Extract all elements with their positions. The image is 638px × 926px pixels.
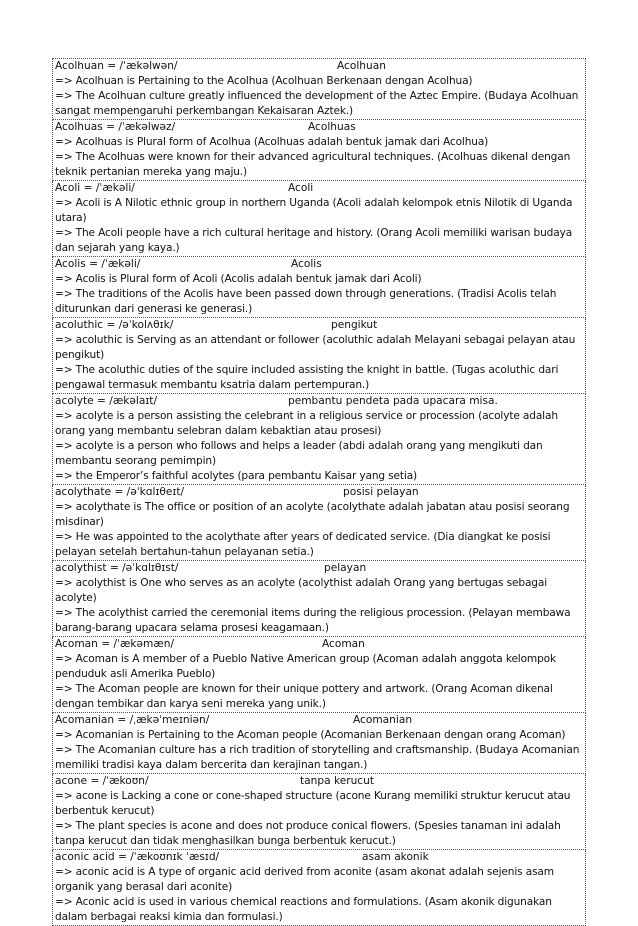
entry-translation: pembantu pendeta pada upacara misa. xyxy=(288,395,498,407)
entry-line: => acolyte is a person assisting the celebrant in a religious service or procession (acolyte adalah orang yang membantu selebran dalam kebaktian atau prosesi) xyxy=(55,410,558,437)
entry-header xyxy=(55,120,583,135)
entry-line: => The Acomanian culture has a rich tradition of storytelling and craftsmanship. (Budaya Acomanian memiliki tradisi kaya dalam bercerita dan kerajinan tangan.) xyxy=(55,744,580,771)
entry-line: => aconic acid is A type of organic acid derived from aconite (asam akonat adalah sejenis asam organik yang berasal dari aconite) xyxy=(55,866,554,893)
entry-line: => Aconic acid is used in various chemical reactions and formulations. (Asam akonik digunakan dalam berbagai reaksi kimia dan formulasi.) xyxy=(55,896,552,923)
entry-line: => the Emperor’s faithful acolytes (para pembantu Kaisar yang setia) xyxy=(55,470,418,482)
entry-translation: Acolhuan xyxy=(337,60,386,72)
dictionary-entry xyxy=(52,257,586,318)
entry-line: => Acolhuan is Pertaining to the Acolhua (Acolhuan Berkenaan dengan Acolhua) xyxy=(55,75,473,87)
entry-line: => acolyte is a person who follows and helps a leader (abdi adalah orang yang mengikuti dan membantu seorang pemimpin) xyxy=(55,440,543,467)
entry-translation: Acoli xyxy=(288,182,314,194)
entry-term: acolythate = /əˈkɑlɪθeɪt/ xyxy=(55,486,185,498)
dictionary-entry xyxy=(52,774,586,850)
entry-header xyxy=(55,485,583,500)
entry-translation: Acolhuas xyxy=(308,121,356,133)
entry-translation: tanpa kerucut xyxy=(300,775,374,787)
entry-header xyxy=(55,637,583,652)
entry-term: Acoli = /ˈækəli/ xyxy=(55,182,135,194)
entry-term: Acolhuan = /ˈækəlwən/ xyxy=(55,60,178,72)
entry-translation: Acoman xyxy=(322,638,365,650)
dictionary-entry xyxy=(52,561,586,637)
entry-term: aconic acid = /ˈækoʊnɪk ˈæsɪd/ xyxy=(55,851,220,863)
entry-line: => The plant species is acone and does not produce conical flowers. (Spesies tanaman ini adalah tanpa kerucut dan tidak menghasilkan bunga berbentuk kerucut.) xyxy=(55,820,561,847)
entry-header xyxy=(55,774,583,789)
entry-header xyxy=(55,561,583,576)
entry-translation: pelayan xyxy=(324,562,367,574)
entry-term: Acomanian = /ˌækəˈmeɪniən/ xyxy=(55,714,210,726)
entry-line: => acoluthic is Serving as an attendant or follower (acoluthic adalah Melayani sebagai pelayan atau pengikut) xyxy=(55,334,576,361)
entry-header xyxy=(55,59,583,74)
entry-term: acolyte = /ækəlaɪt/ xyxy=(55,395,158,407)
dictionary-entry xyxy=(52,120,586,181)
entry-line: => acolythate is The office or position of an acolyte (acolythate adalah jabatan atau posisi seorang misdinar) xyxy=(55,501,570,528)
dictionary-entry xyxy=(52,637,586,713)
entry-header xyxy=(55,850,583,865)
dictionary-entry xyxy=(52,485,586,561)
entry-line: => The Acolhuas were known for their advanced agricultural techniques. (Acolhuas dikenal dengan teknik pertanian mereka yang maju.) xyxy=(55,151,571,178)
entry-translation: pengikut xyxy=(331,319,378,331)
entry-term: acone = /ˈækoʊn/ xyxy=(55,775,149,787)
entry-translation: Acolis xyxy=(291,258,322,270)
entry-line: => The traditions of the Acolis have been passed down through generations. (Tradisi Acolis telah diturunkan dari generasi ke generasi.) xyxy=(55,288,557,315)
dictionary-entry xyxy=(52,713,586,774)
entry-translation: Acomanian xyxy=(353,714,413,726)
entry-header xyxy=(55,257,583,272)
entry-line: => Acomanian is Pertaining to the Acoman people (Acomanian Berkenaan dengan orang Acoman) xyxy=(55,729,566,741)
entry-header xyxy=(55,181,583,196)
entry-term: Acolhuas = /ˈækəlwəz/ xyxy=(55,121,176,133)
entry-line: => The Acolhuan culture greatly influenced the development of the Aztec Empire. (Budaya Acolhuan sangat mempengaruhi perkembangan Kekaisaran Aztek.) xyxy=(55,90,579,117)
entry-term: Acolis = /ˈækəli/ xyxy=(55,258,141,270)
dictionary-entry xyxy=(52,394,586,485)
entry-line: => The Acoli people have a rich cultural heritage and history. (Orang Acoli memiliki warisan budaya dan sejarah yang kaya.) xyxy=(55,227,573,254)
entry-line: => Acolis is Plural form of Acoli (Acolis adalah bentuk jamak dari Acoli) xyxy=(55,273,422,285)
entry-line: => acone is Lacking a cone or cone-shaped structure (acone Kurang memiliki struktur kerucut atau berbentuk kerucut) xyxy=(55,790,571,817)
entry-term: Acoman = /ˈækəmæn/ xyxy=(55,638,175,650)
entry-line: => Acolhuas is Plural form of Acolhua (Acolhuas adalah bentuk jamak dari Acolhua) xyxy=(55,136,489,148)
entry-header xyxy=(55,394,583,409)
entry-line: => The acoluthic duties of the squire included assisting the knight in battle. (Tugas acoluthic dari pengawal termasuk membantu ksatria dalam pertempuran.) xyxy=(55,364,559,391)
entry-line: => He was appointed to the acolythate after years of dedicated service. (Dia diangkat ke posisi pelayan setelah bertahun-tahun pelayanan setia.) xyxy=(55,531,551,558)
dictionary-entry xyxy=(52,318,586,394)
dictionary-entry xyxy=(52,181,586,257)
entry-translation: posisi pelayan xyxy=(343,486,419,498)
dictionary-entry xyxy=(52,850,586,926)
entry-translation: asam akonik xyxy=(362,851,429,863)
entry-header xyxy=(55,318,583,333)
entry-term: acolythist = /əˈkɑlɪθɪst/ xyxy=(55,562,179,574)
entry-line: => Acoman is A member of a Pueblo Native American group (Acoman adalah anggota kelompok penduduk asli Amerika Pueblo) xyxy=(55,653,556,680)
entry-line: => Acoli is A Nilotic ethnic group in northern Uganda (Acoli adalah kelompok etnis Nilotik di Uganda utara) xyxy=(55,197,573,224)
entry-line: => The Acoman people are known for their unique pottery and artwork. (Orang Acoman dikenal dengan tembikar dan karya seni mereka yang unik.) xyxy=(55,683,553,710)
dictionary-list xyxy=(52,58,586,926)
entry-line: => The acolythist carried the ceremonial items during the religious procession. (Pelayan membawa barang-barang upacara selama prosesi keagamaan.) xyxy=(55,607,571,634)
dictionary-entry xyxy=(52,58,586,120)
entry-line: => acolythist is One who serves as an acolyte (acolythist adalah Orang yang bertugas sebagai acolyte) xyxy=(55,577,548,604)
entry-header xyxy=(55,713,583,728)
entry-term: acoluthic = /əˈkolʌθɪk/ xyxy=(55,319,174,331)
